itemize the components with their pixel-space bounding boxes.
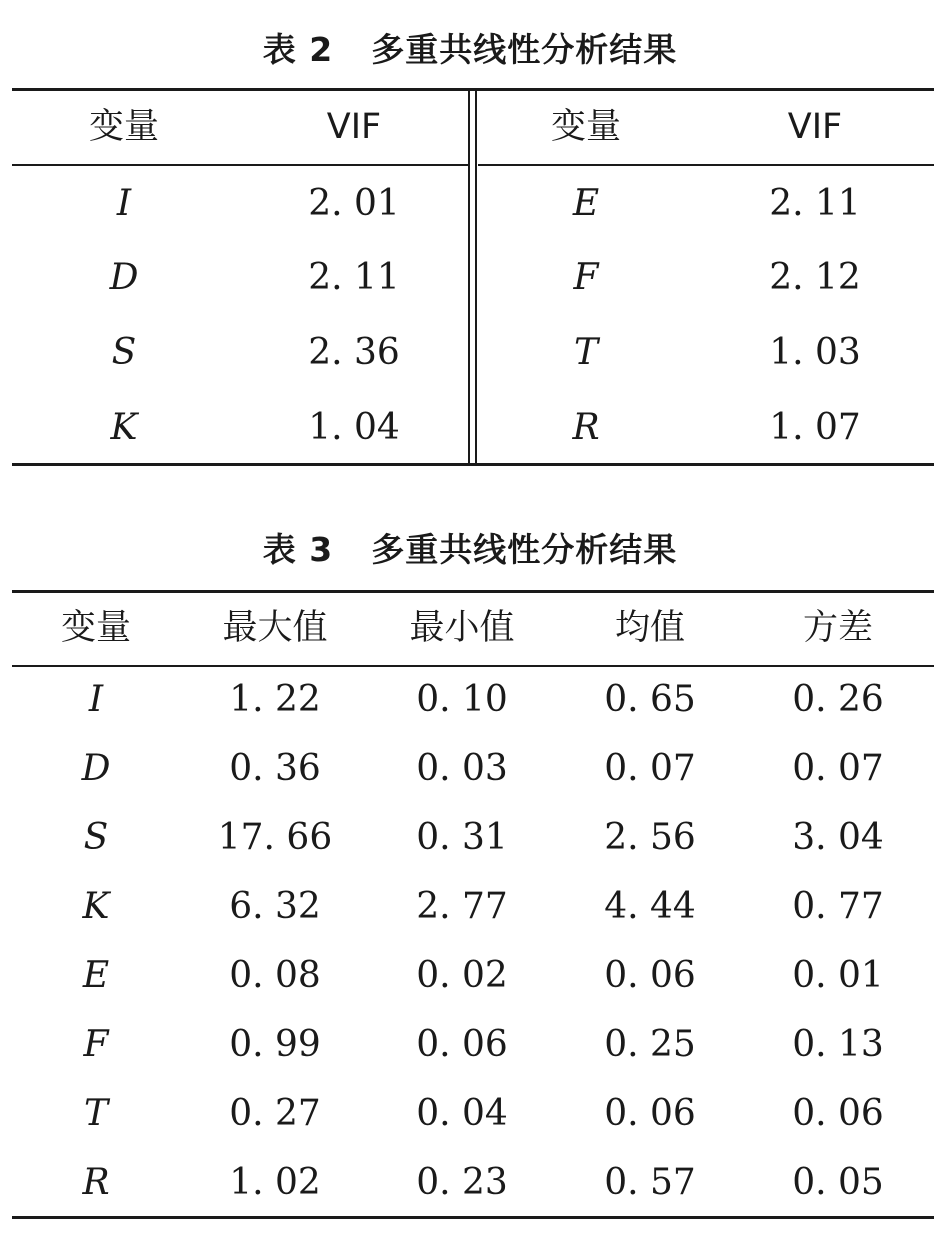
table3-title: 多重共线性分析结果 bbox=[371, 530, 678, 569]
table3-variable-cell: D bbox=[81, 748, 111, 789]
table2-caption bbox=[0, 24, 940, 71]
table3-value-cell: 1. 22 bbox=[229, 679, 321, 720]
table3-value-cell: 0. 27 bbox=[229, 1093, 321, 1134]
table2-left-header: 变量 bbox=[88, 107, 159, 147]
table3-value-cell: 0. 65 bbox=[604, 679, 696, 720]
table2-header-rule-left bbox=[12, 164, 468, 166]
table3-value-cell: 0. 08 bbox=[229, 955, 321, 996]
table3-header: 方差 bbox=[802, 608, 873, 648]
table3-value-cell: 0. 26 bbox=[792, 679, 884, 720]
table3-value-cell: 0. 07 bbox=[792, 748, 884, 789]
table3-value-cell: 0. 23 bbox=[416, 1162, 508, 1203]
table3-value-cell: 17. 66 bbox=[217, 817, 333, 858]
table3-value-cell: 0. 07 bbox=[604, 748, 696, 789]
table3-variable-cell: I bbox=[88, 679, 104, 720]
table3-value-cell: 0. 25 bbox=[604, 1024, 696, 1065]
table3-value-cell: 0. 06 bbox=[416, 1024, 508, 1065]
table3-variable-cell: K bbox=[82, 886, 110, 927]
table3-value-cell: 2. 77 bbox=[416, 886, 508, 927]
table3-value-cell: 0. 03 bbox=[416, 748, 508, 789]
table3-value-cell: 0. 31 bbox=[416, 817, 508, 858]
table2-left-header: VIF bbox=[326, 107, 382, 147]
table3-value-cell: 0. 01 bbox=[792, 955, 884, 996]
table3-value-cell: 0. 99 bbox=[229, 1024, 321, 1065]
table2-variable-cell: R bbox=[572, 407, 600, 448]
table2-vif-cell: 1. 04 bbox=[308, 407, 400, 448]
table3-header: 变量 bbox=[60, 608, 131, 648]
table2-vif-cell: 2. 12 bbox=[769, 257, 861, 298]
table3-variable-cell: F bbox=[83, 1024, 109, 1065]
table3-value-cell: 0. 02 bbox=[416, 955, 508, 996]
table2-right-header: 变量 bbox=[550, 107, 621, 147]
table2-title: 多重共线性分析结果 bbox=[371, 30, 678, 69]
table3-value-cell: 2. 56 bbox=[604, 817, 696, 858]
table3-value-cell: 0. 04 bbox=[416, 1093, 508, 1134]
table3-value-cell: 1. 02 bbox=[229, 1162, 321, 1203]
table2-variable-cell: K bbox=[110, 407, 138, 448]
table2-header-rule-right bbox=[478, 164, 934, 166]
table2-vif-cell: 2. 11 bbox=[769, 183, 861, 224]
table2-variable-cell: F bbox=[573, 257, 599, 298]
table2-divider-line-b bbox=[475, 88, 477, 466]
table3-value-cell: 0. 57 bbox=[604, 1162, 696, 1203]
table2-variable-cell: T bbox=[573, 332, 598, 373]
table3-header: 均值 bbox=[614, 608, 685, 648]
table2-variable-cell: I bbox=[116, 183, 132, 224]
table3-variable-cell: R bbox=[82, 1162, 110, 1203]
table2-variable-cell: D bbox=[109, 257, 139, 298]
table2-vif-cell: 2. 36 bbox=[308, 332, 400, 373]
table3-value-cell: 0. 36 bbox=[229, 748, 321, 789]
table2-right-header: VIF bbox=[787, 107, 843, 147]
table2-vif-cell: 1. 03 bbox=[769, 332, 861, 373]
table2-variable-cell: S bbox=[111, 332, 137, 373]
table2-vif-cell: 2. 11 bbox=[308, 257, 400, 298]
table2-vif-cell: 2. 01 bbox=[308, 183, 400, 224]
table2-vif-cell: 1. 07 bbox=[769, 407, 861, 448]
table2-divider-line-a bbox=[468, 88, 470, 466]
table3-variable-cell: T bbox=[83, 1093, 108, 1134]
table3-caption bbox=[0, 524, 940, 571]
table3-value-cell: 0. 13 bbox=[792, 1024, 884, 1065]
table3-header: 最小值 bbox=[409, 608, 515, 648]
table2-bottom-rule bbox=[12, 463, 934, 466]
table3-value-cell: 0. 06 bbox=[604, 955, 696, 996]
table3-value-cell: 0. 05 bbox=[792, 1162, 884, 1203]
table3-value-cell: 6. 32 bbox=[229, 886, 321, 927]
table3-top-rule bbox=[12, 590, 934, 593]
table3-value-cell: 3. 04 bbox=[792, 817, 884, 858]
table3-header: 最大值 bbox=[222, 608, 328, 648]
table2-variable-cell: E bbox=[572, 183, 600, 224]
table3-header-rule bbox=[12, 665, 934, 667]
table3-value-cell: 0. 10 bbox=[416, 679, 508, 720]
table3-variable-cell: E bbox=[82, 955, 110, 996]
table3-value-cell: 0. 06 bbox=[792, 1093, 884, 1134]
table2-top-rule bbox=[12, 88, 934, 91]
table3-value-cell: 4. 44 bbox=[604, 886, 696, 927]
table3-variable-cell: S bbox=[83, 817, 109, 858]
table3-bottom-rule bbox=[12, 1216, 934, 1219]
table2-label: 表 2 bbox=[262, 30, 334, 69]
table3-value-cell: 0. 77 bbox=[792, 886, 884, 927]
table3-value-cell: 0. 06 bbox=[604, 1093, 696, 1134]
table3-label: 表 3 bbox=[262, 530, 334, 569]
